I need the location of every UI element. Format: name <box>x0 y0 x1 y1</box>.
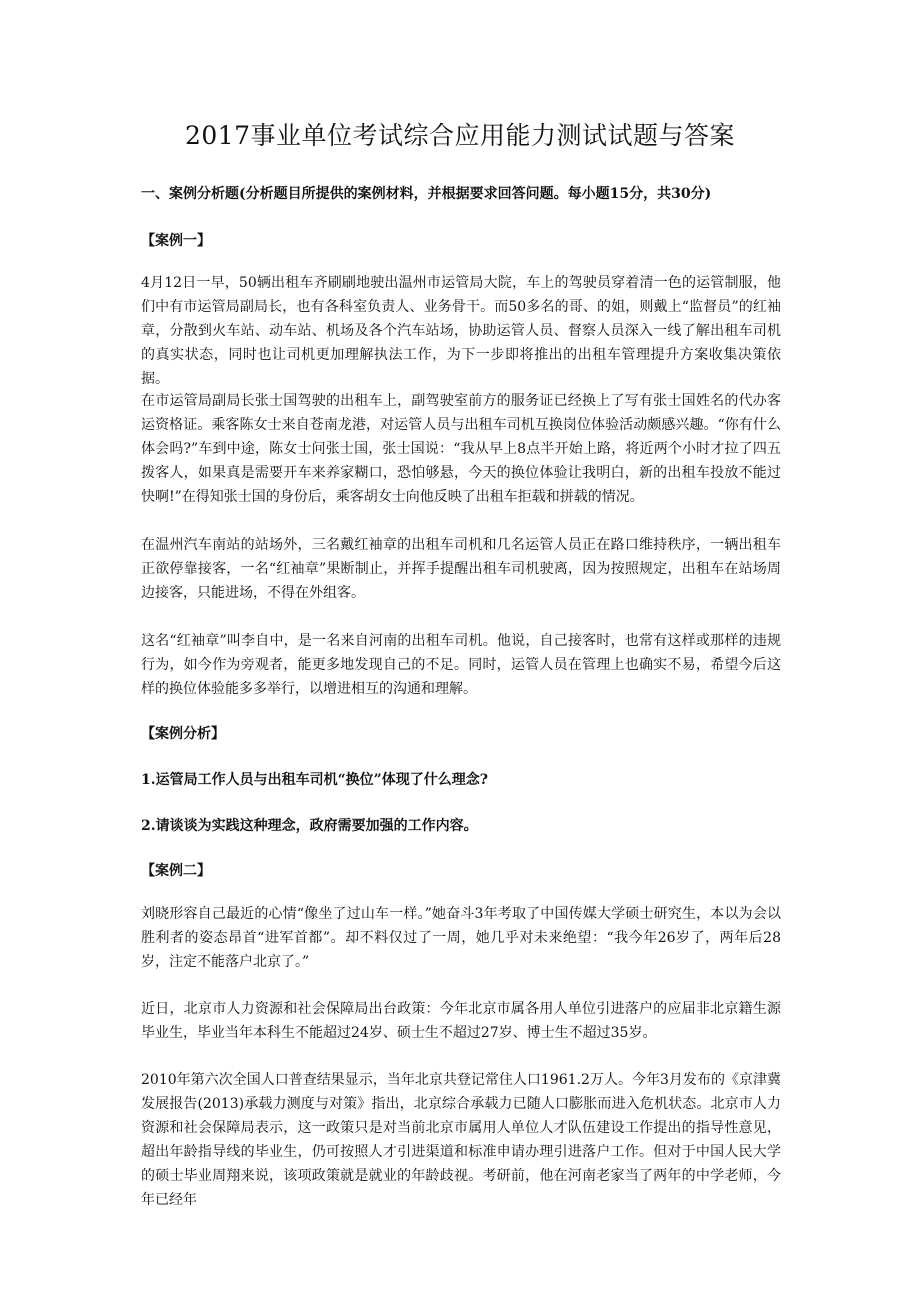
case1-paragraph: 4月12日一早，50辆出租车齐刷刷地驶出温州市运管局大院，车上的驾驶员穿着清一色的运管制服，他们中有市运管局副局长，也有各科室负责人、业务骨干。而50多名的哥、的姐，则戴上“监督员”的红袖章，分散到火车站、动车站、机场及各个汽车站场，协助运管人员、督察人员深入一线了解出租车司机的真实状态，同时也让司机更加理解执法工作，为下一步即将推出的出租车管理提升方案收集决策依据。 <box>141 275 781 387</box>
document-title: 2017事业单位考试综合应用能力测试试题与答案 <box>184 121 736 150</box>
case2-label: 【案例二】 <box>141 863 211 879</box>
case1-label: 【案例一】 <box>141 233 211 249</box>
case2-paragraph: 近日，北京市人力资源和社会保障局出台政策：今年北京市属各用人单位引进落户的应届非北京籍生源毕业生，毕业当年本科生不能超过24岁、硕士生不超过27岁、博士生不超过35岁。 <box>141 1001 781 1041</box>
question-1: 1.运管局工作人员与出租车司机“换位”体现了什么理念? <box>141 772 488 788</box>
analysis-label: 【案例分析】 <box>141 726 225 742</box>
case1-paragraph: 在市运管局副局长张士国驾驶的出租车上，副驾驶室前方的服务证已经换上了写有张士国姓名的代办客运资格证。乘客陈女士来自苍南龙港，对运管人员与出租车司机互换岗位体验活动颇感兴趣。“你有什么体会吗?”车到中途，陈女士问张士国，张士国说：“我从早上8点半开始上路，将近两个小时才拉了四五拨客人，如果真是需要开车来养家糊口，恐怕够悬，今天的换位体验让我明白，新的出租车投放不能过快啊!”在得知张士国的身份后，乘客胡女士向他反映了出租车拒载和拼载的情况。 <box>141 393 781 505</box>
case1-paragraph: 在温州汽车南站的站场外，三名戴红袖章的出租车司机和几名运管人员正在路口维持秩序，一辆出租车正欲停靠接客，一名“红袖章”果断制止，并挥手提醒出租车司机驶离，因为按照规定，出租车在站场周边接客，只能进场，不得在外组客。 <box>141 537 781 601</box>
section-heading: 一、案例分析题(分析题目所提供的案例材料，并根据要求回答问题。每小题15分，共30分) <box>141 186 712 202</box>
question-2: 2.请谈谈为实践这种理念，政府需要加强的工作内容。 <box>141 818 478 834</box>
case1-paragraph: 这名“红袖章”叫李自中，是一名来自河南的出租车司机。他说，自己接客时，也常有这样或那样的违规行为，如今作为旁观者，能更多地发现自己的不足。同时，运管人员在管理上也确实不易，希望今后这样的换位体验能多多举行，以增进相互的沟通和理解。 <box>141 633 781 697</box>
case2-paragraph: 2010年第六次全国人口普查结果显示，当年北京共登记常住人口1961.2万人。今年3月发布的《京津冀发展报告(2013)承载力测度与对策》指出，北京综合承载力已随人口膨胀而进入危机状态。北京市人力资源和社会保障局表示，这一政策只是对当前北京市属用人单位人才队伍建设工作提出的指导性意见，超出年龄指导线的毕业生，仍可按照人才引进渠道和标准申请办理引进落户工作。但对于中国人民大学的硕士毕业周翔来说，该项政策就是就业的年龄歧视。考研前，他在河南老家当了两年的中学老师，今年已经年 <box>141 1072 781 1208</box>
case2-paragraph: 刘晓形容自己最近的心情“像坐了过山车一样。”她奋斗3年考取了中国传媒大学硕士研究生，本以为会以胜利者的姿态昂首“进军首都”。却不料仅过了一周，她几乎对未来绝望：“我今年26岁了，两年后28岁，注定不能落户北京了。” <box>141 906 781 970</box>
